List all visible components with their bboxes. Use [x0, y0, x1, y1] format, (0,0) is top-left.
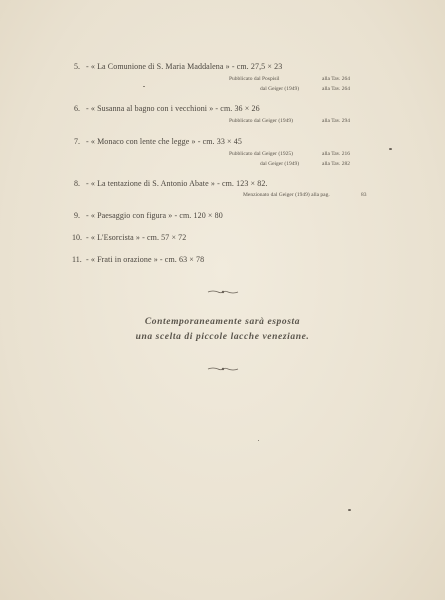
entry-note: dal Geiger (1949): [260, 86, 300, 92]
entry-note: Menzionato dal Geiger (1949) alla pag.: [243, 192, 330, 198]
closing-note-line-2: una scelta di piccole lacche veneziane.: [135, 332, 310, 342]
entry-title: - « Monaco con lente che legge » - cm. 33 × 45: [86, 137, 242, 146]
entry-number: 8.: [74, 179, 80, 188]
entry-note: dal Geiger (1949): [260, 161, 300, 167]
paper-speck: [258, 440, 259, 441]
scroll-flourish-icon: [207, 366, 239, 372]
entry-number: 11.: [72, 255, 82, 264]
entry-number: 10.: [72, 233, 82, 242]
entry-number: 5.: [74, 62, 80, 71]
entry-title: - « La tentazione di S. Antonio Abate » - cm. 123 × 82.: [86, 179, 268, 188]
entry-number: 6.: [74, 104, 80, 113]
entry-title: - « Paesaggio con figura » - cm. 120 × 80: [86, 211, 223, 220]
scroll-flourish-icon: [207, 289, 239, 295]
entry-note-ref: alla Tav. 264: [322, 86, 351, 92]
entry-note: Pubblicato dal Pospisil: [229, 76, 280, 82]
entry-note-ref: alla Tav. 294: [322, 118, 351, 124]
entry-note-ref: alla Tav. 282: [322, 161, 351, 167]
entry-title: - « Susanna al bagno con i vecchioni » - cm. 36 × 26: [86, 104, 260, 113]
entry-number: 7.: [74, 137, 80, 146]
entry-note: Pubblicato dal Geiger (1949): [229, 118, 293, 124]
entry-note: Pubblicato dal Geiger (1925): [229, 151, 293, 157]
entry-note-ref: 83: [361, 192, 367, 198]
closing-note-line-1: Contemporaneamente sarà esposta: [144, 317, 301, 327]
entry-note-ref: alla Tav. 264: [322, 76, 351, 82]
entry-number: 9.: [74, 211, 80, 220]
paper-speck: [348, 509, 351, 511]
paper-speck: [389, 148, 392, 150]
entry-title: - « La Comunione di S. Maria Maddalena » - cm. 27,5 × 23: [86, 62, 283, 71]
entry-title: - « L'Esorcista » - cm. 57 × 72: [86, 233, 187, 242]
paper-speck: [143, 86, 145, 87]
entry-note-ref: alla Tav. 216: [322, 151, 351, 157]
entry-title: - « Frati in orazione » - cm. 63 × 78: [86, 255, 205, 264]
